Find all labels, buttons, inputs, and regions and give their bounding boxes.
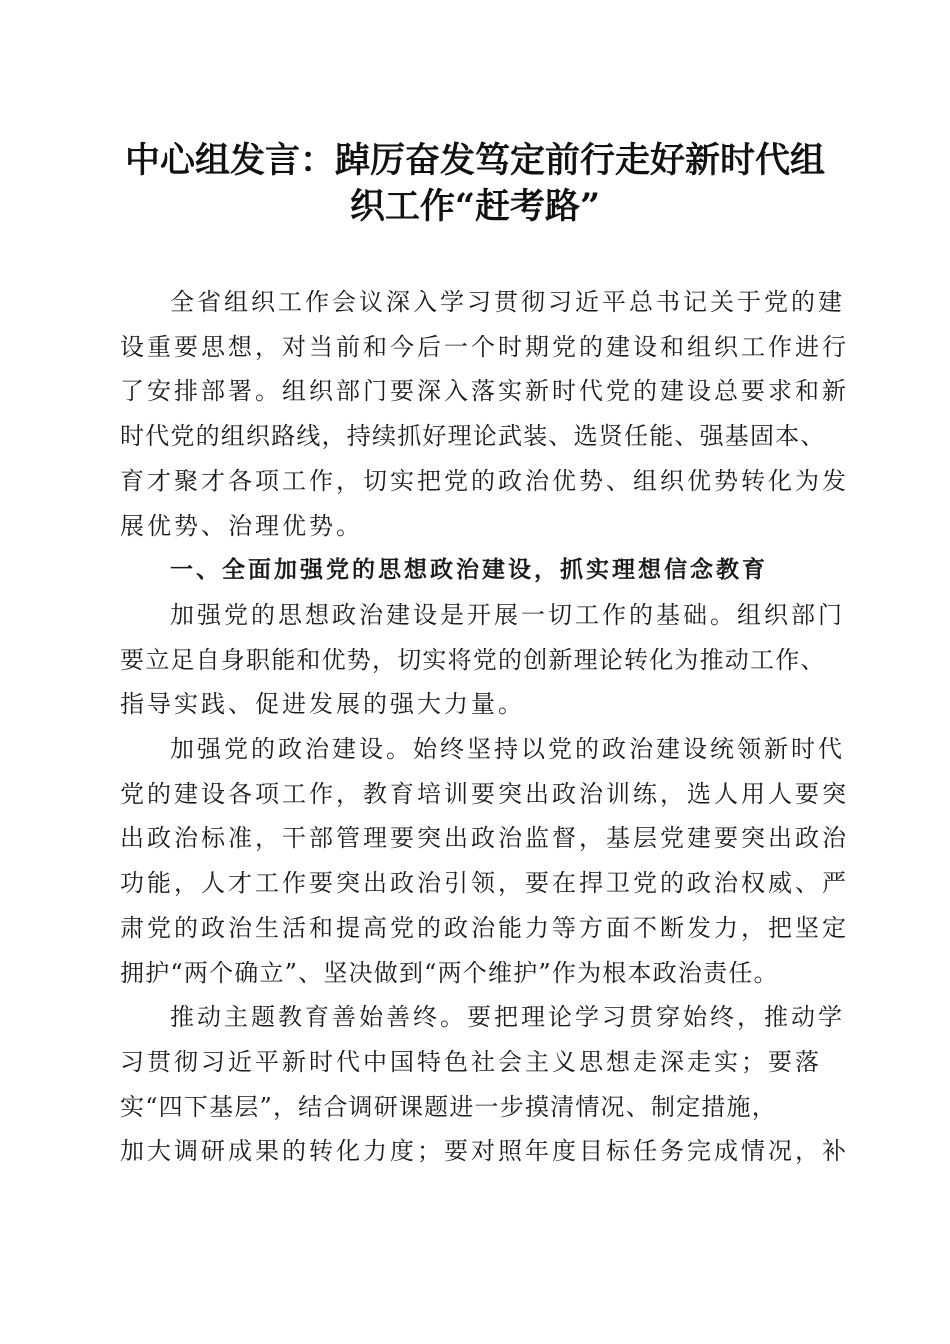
heading-line: 一、全面加强党的思想政治建设，抓实理想信念教育 [170,557,768,584]
document-body [120,280,849,1174]
title-line-2: 织工作“赶考路” [349,186,601,227]
text-line: 出政治标准，干部管理要突出政治监督，基层党建要突出政治 [120,824,849,853]
text-line: 习贯彻习近平新时代中国特色社会主义思想走深走实；要落 [120,1047,822,1076]
text-line: 推动主题教育善始善终。要把理论学习贯穿始终，推动学 [170,1003,845,1032]
text-line: 设重要思想，对当前和今后一个时期党的建设和组织工作进行 [120,332,849,361]
text-line: 肃党的政治生活和提高党的政治能力等方面不断发力，把坚定 [120,913,849,942]
title-line-1: 中心组发言：踔厉奋发笃定前行走好新时代组 [124,140,825,181]
text-line: 功能，人才工作要突出政治引领，要在捍卫党的政治权威、严 [120,869,849,898]
text-line: 党的建设各项工作，教育培训要突出政治训练，选人用人要突 [120,779,849,808]
text-line: 要立足自身职能和优势，切实将党的创新理论转化为推动工作、 [120,645,826,674]
text-line: 加强党的思想政治建设是开展一切工作的基础。组织部门 [170,600,845,629]
text-line: 育才聚才各项工作，切实把党的政治优势、组织优势转化为发 [120,466,849,495]
text-line: 指导实践、促进发展的强大力量。 [120,690,525,719]
text-line: 加大调研成果的转化力度；要对照年度目标任务完成情况，补 [120,1137,849,1166]
text-line: 全省组织工作会议深入学习贯彻习近平总书记关于党的建 [170,288,845,316]
text-line: 实“四下基层”，结合调研课题进一步摸清情况、制定措施， [120,1092,777,1121]
text-line: 加强党的政治建设。始终坚持以党的政治建设统领新时代 [170,735,845,764]
text-line: 时代党的组织路线，持续抓好理论武装、选贤任能、强基固本、 [120,422,826,451]
text-line: 拥护“两个确立”、坚决做到“两个维护”作为根本政治责任。 [120,958,779,987]
document-title [110,138,840,230]
text-line: 了安排部署。组织部门要深入落实新时代党的建设总要求和新 [120,377,849,406]
text-line: 展优势、治理优势。 [120,511,363,540]
